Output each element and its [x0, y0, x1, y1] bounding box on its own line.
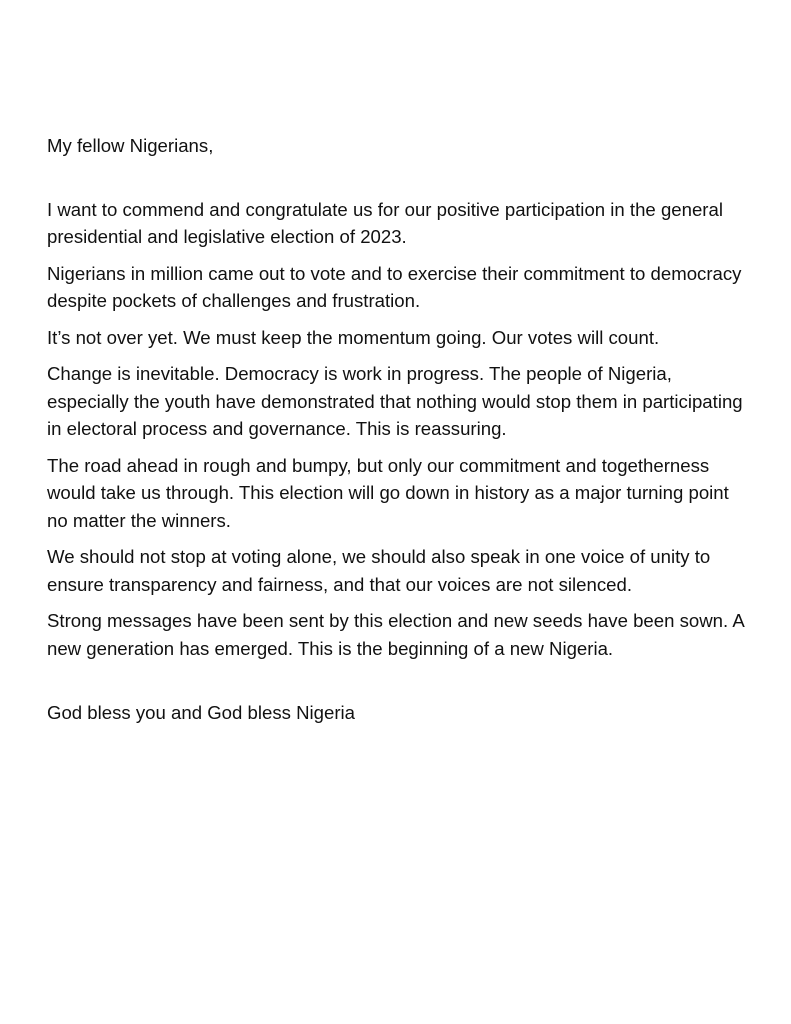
- letter-body: [47, 132, 747, 727]
- letter-paragraph: It’s not over yet. We must keep the momentum going. Our votes will count.: [47, 326, 660, 348]
- letter-paragraph: I want to commend and congratulate us for our positive participation in the general presidential and legislative election of 2023.: [47, 198, 723, 247]
- letter-paragraph: We should not stop at voting alone, we should also speak in one voice of unity to ensure transparency and fairness, and that our voices are not silenced.: [47, 546, 711, 595]
- letter-paragraph: The road ahead in rough and bumpy, but only our commitment and togetherness would take us through. This election will go down in history as a major turning point no matter the winners.: [47, 454, 729, 531]
- letter-paragraph: Change is inevitable. Democracy is work in progress. The people of Nigeria, especially the youth have demonstrated that nothing would stop them in participating in electoral process and governance. This is reassuring.: [47, 363, 743, 439]
- letter-paragraph: Strong messages have been sent by this election and new seeds have been sown. A new generation has emerged. This is the beginning of a new Nigeria.: [47, 610, 744, 659]
- letter-closing: God bless you and God bless Nigeria: [47, 702, 356, 723]
- letter-salutation: My fellow Nigerians,: [47, 135, 214, 156]
- letter-paragraph: Nigerians in million came out to vote and to exercise their commitment to democracy despite pockets of challenges and frustration.: [47, 262, 742, 311]
